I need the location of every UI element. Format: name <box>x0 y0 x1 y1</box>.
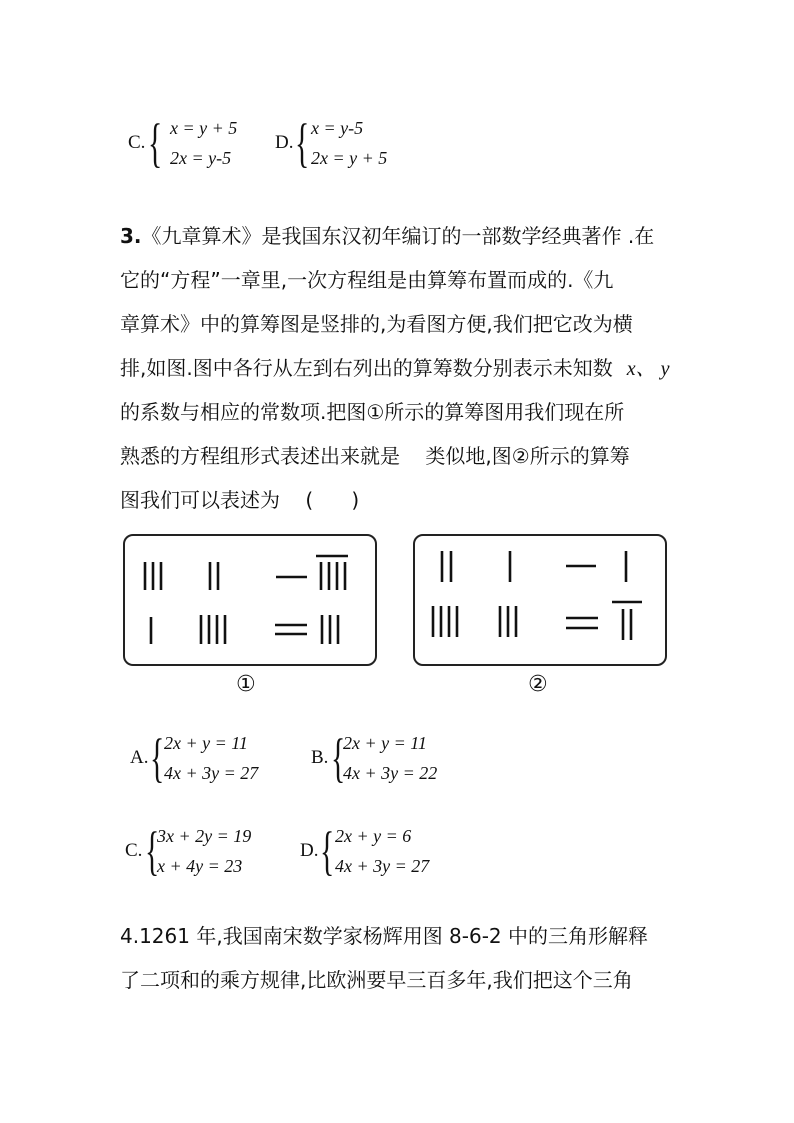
brace: { <box>150 728 165 788</box>
equation-2: 4x + 3y = 22 <box>343 763 438 783</box>
equation-2: 2x = y + 5 <box>311 148 388 168</box>
brace: { <box>148 113 163 173</box>
equation-1: x = y + 5 <box>170 118 238 138</box>
fig1-row1-rods <box>145 556 348 590</box>
equation-1: 2x + y = 6 <box>335 826 412 846</box>
equation-1: 3x + 2y = 19 <box>157 826 252 846</box>
equation-2: 4x + 3y = 27 <box>164 763 259 783</box>
brace: { <box>145 821 160 881</box>
option-label: D. <box>275 132 294 153</box>
option-label: C. <box>125 840 143 861</box>
q3-line-1: 3.《九章算术》是我国东汉初年编订的一部数学经典著作 .在 <box>120 224 655 248</box>
figure-label-1: ① <box>236 672 256 697</box>
question-number: 3. <box>120 224 142 248</box>
unknowns: x、 y <box>626 358 670 380</box>
brace: { <box>331 728 346 788</box>
equation-1: x = y-5 <box>311 118 364 138</box>
equation-1: 2x + y = 11 <box>164 733 248 753</box>
figure-label-2: ② <box>528 672 548 697</box>
q3-line-4: 排,如图.图中各行从左到右列出的算筹数分别表示未知数 x、 y <box>120 356 670 380</box>
brace: { <box>320 821 335 881</box>
option-b-q3 <box>311 728 461 793</box>
fig2-row2-rods <box>433 602 642 640</box>
q3-line-7: 图我们可以表述为 ( ) <box>120 488 360 512</box>
option-c-q3 <box>125 821 275 886</box>
option-label: A. <box>130 747 149 768</box>
fig1-row2-rods <box>151 615 338 644</box>
equation-2: x + 4y = 23 <box>157 856 243 876</box>
q3-line-5: 的系数与相应的常数项.把图①所示的算筹图用我们现在所 <box>120 400 625 424</box>
equation-2: 2x = y-5 <box>170 148 232 168</box>
option-a-q3 <box>130 728 280 793</box>
option-label: D. <box>300 840 319 861</box>
q4-line-1: 4.1261 年,我国南宋数学家杨辉用图 8-6-2 中的三角形解释 <box>120 924 649 948</box>
question-4-text <box>120 914 648 1002</box>
fig2-row1-rods <box>442 551 626 582</box>
brace: { <box>295 113 310 173</box>
option-label: B. <box>311 747 329 768</box>
equation-1: 2x + y = 11 <box>343 733 427 753</box>
option-label: C. <box>128 132 146 153</box>
option-d-q3 <box>300 821 450 886</box>
q3-line-3: 章算术》中的算筹图是竖排的,为看图方便,我们把它改为横 <box>120 312 633 336</box>
equation-2: 4x + 3y = 27 <box>335 856 430 876</box>
q3-line-2: 它的“方程”一章里,一次方程组是由算筹布置而成的.《九 <box>120 268 614 292</box>
q3-line-6: 熟悉的方程组形式表述出来就是 类似地,图②所示的算筹 <box>120 444 630 468</box>
q4-line-2: 了二项和的乘方规律,比欧洲要早三百多年,我们把这个三角 <box>120 968 633 992</box>
